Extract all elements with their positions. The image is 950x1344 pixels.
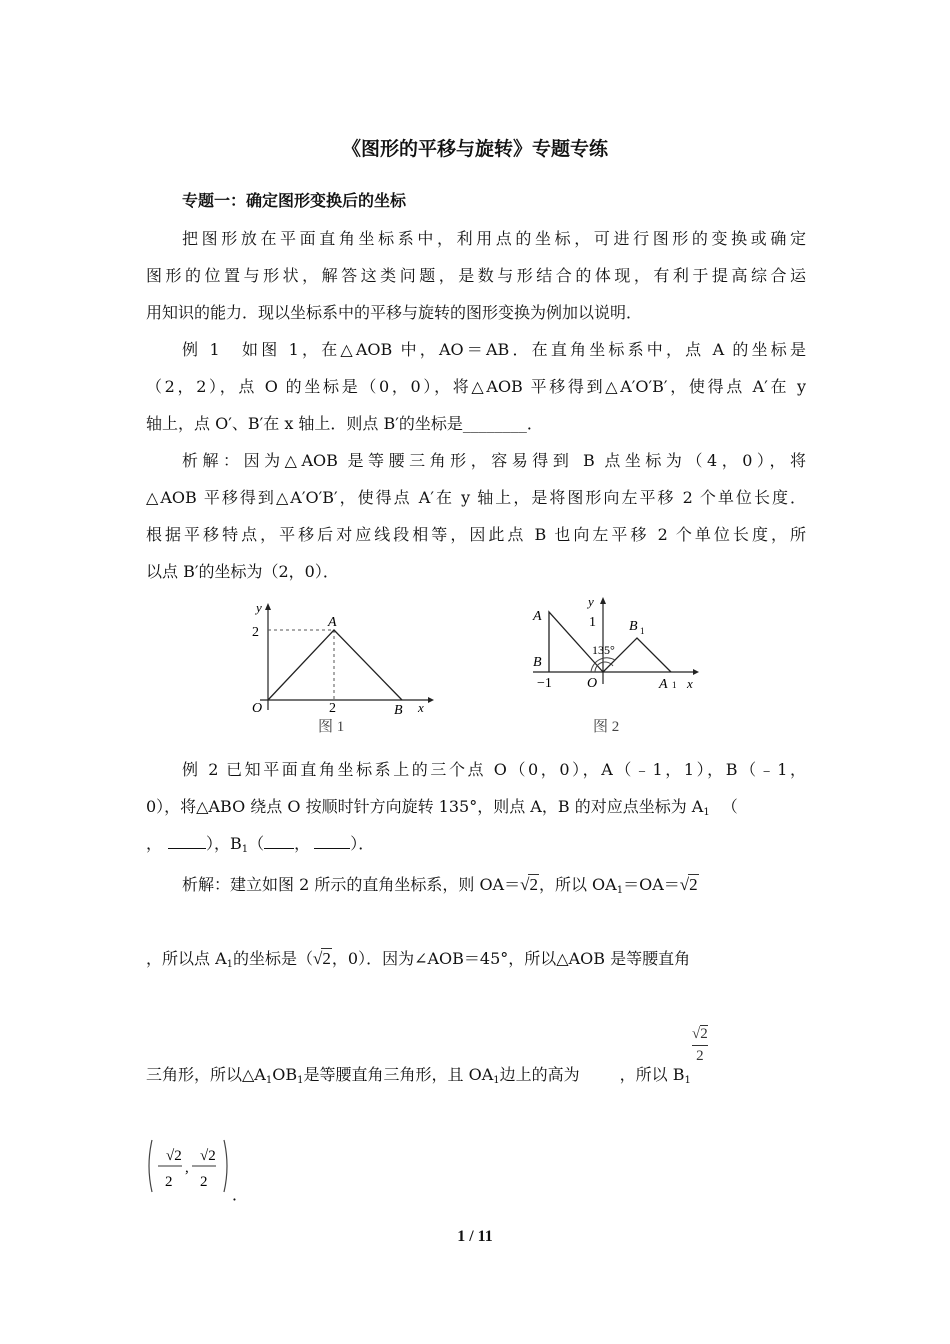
fig2-x-arrow xyxy=(693,669,699,675)
answer2-line-3: 三角形，所以$\triangle A_1OB_1$是等腰直角三角形，且 $OA_1$边上的高为 ，所以 $B_1$ xyxy=(146,1065,691,1086)
fig2-point-a1: A xyxy=(659,677,668,692)
fig1-point-a: A xyxy=(328,615,337,630)
frac2-den: 2 xyxy=(200,1174,208,1190)
fig2-y-arrow xyxy=(600,597,606,604)
blank-3 xyxy=(314,834,350,849)
intro-line-1: 把图形放在平面直角坐标系中，利用点的坐标，可进行图形的变换或确定 xyxy=(182,229,806,248)
page-title: 《图形的平移与旋转》专题专练 xyxy=(341,138,608,160)
fig1-x-arrow xyxy=(428,697,434,703)
example1-line-3: 轴上，点 O′、B′在 x 轴上．则点 B′的坐标是________． xyxy=(146,414,543,433)
fig1-tick-x: 2 xyxy=(329,701,336,716)
left-paren xyxy=(149,1140,152,1192)
fig2-point-b: B xyxy=(533,655,542,670)
fig2-x-label: x xyxy=(687,676,693,691)
blank-2 xyxy=(264,834,294,849)
fig1-triangle xyxy=(268,630,402,700)
example1-line-2: （2，2），点 O 的坐标是（0，0），将△AOB 平移得到△A′O′B′，使得点 A′在 y xyxy=(146,377,806,396)
b1-coordinate xyxy=(144,1136,244,1200)
answer1-line-4: 以点 B′的坐标为（2，0）． xyxy=(146,562,339,581)
page-number: 1 / 11 xyxy=(457,1228,493,1245)
frac2-num: √2 xyxy=(200,1148,216,1164)
comma: , xyxy=(185,1160,189,1176)
frac1-num: √2 xyxy=(166,1148,182,1164)
example2-line-2: 0），将△ABO 绕点 O 按顺时针方向旋转 135°，则点 A，B 的对应点坐标为 $A_1$ （ xyxy=(146,797,738,818)
fig2-tick-y: 1 xyxy=(589,615,596,630)
fig2-point-a: A xyxy=(533,609,542,624)
blank-1 xyxy=(168,834,206,849)
frac1-den: 2 xyxy=(165,1174,173,1190)
answer2-line-1: 析解：建立如图 2 所示的直角坐标系，则 OA＝√2，所以 $OA_1=OA=√2$ xyxy=(182,875,698,896)
right-paren xyxy=(224,1140,227,1192)
fig1-y-label: y xyxy=(256,600,262,615)
height-fraction: √2 2 xyxy=(692,1026,708,1064)
figure-2 xyxy=(525,590,725,738)
fig1-tick-y: 2 xyxy=(252,625,259,640)
fig1-x-label: x xyxy=(418,700,424,715)
example2-line-3: ， ），$B_1$（ ， ）． xyxy=(146,834,375,855)
fig2-angle-label: 135° xyxy=(592,643,615,657)
answer2-line-2: ，所以点 $A_1$的坐标是（√2，0）．因为∠AOB＝45°，所以△AOB 是等腰直角 xyxy=(146,949,691,970)
fig2-y-label: y xyxy=(588,594,594,609)
fig1-y-arrow xyxy=(265,603,271,610)
example2-line-1: 例 2 已知平面直角坐标系上的三个点 O（0，0），A（﹣1，1），B（﹣1， xyxy=(182,760,806,779)
intro-line-2: 图形的位置与形状，解答这类问题，是数与形结合的体现，有利于提高综合运 xyxy=(146,266,806,285)
fig2-point-b1: B xyxy=(629,619,638,634)
answer1-line-1: 析解：因为△AOB 是等腰三角形，容易得到 B 点坐标为（4，0），将 xyxy=(182,451,806,470)
fig2-caption: 图 2 xyxy=(593,719,620,735)
fig1-point-o: O xyxy=(252,701,263,716)
fig1-point-b: B xyxy=(394,703,403,718)
fig2-point-o: O xyxy=(587,676,598,691)
answer1-line-3: 根据平移特点，平移后对应线段相等，因此点 B 也向左平移 2 个单位长度，所 xyxy=(146,525,806,544)
figure-1 xyxy=(240,598,440,738)
section-heading: 专题一：确定图形变换后的坐标 xyxy=(182,191,407,210)
final-period: ． xyxy=(232,1185,249,1204)
fig1-caption: 图 1 xyxy=(318,719,345,735)
fig2-point-b1-sub: 1 xyxy=(640,626,645,636)
intro-line-3: 用知识的能力．现以坐标系中的平移与旋转的图形变换为例加以说明． xyxy=(146,303,643,322)
fig2-tick-x: −1 xyxy=(537,676,552,691)
example1-line-1: 例 1 如图 1，在△AOB 中，AO＝AB．在直角坐标系中，点 A 的坐标是 xyxy=(182,340,806,359)
answer1-line-2: △AOB 平移得到△A′O′B′，使得点 A′在 y 轴上，是将图形向左平移 2 个单位长度． xyxy=(146,488,806,507)
fig2-point-a1-sub: 1 xyxy=(672,680,677,690)
